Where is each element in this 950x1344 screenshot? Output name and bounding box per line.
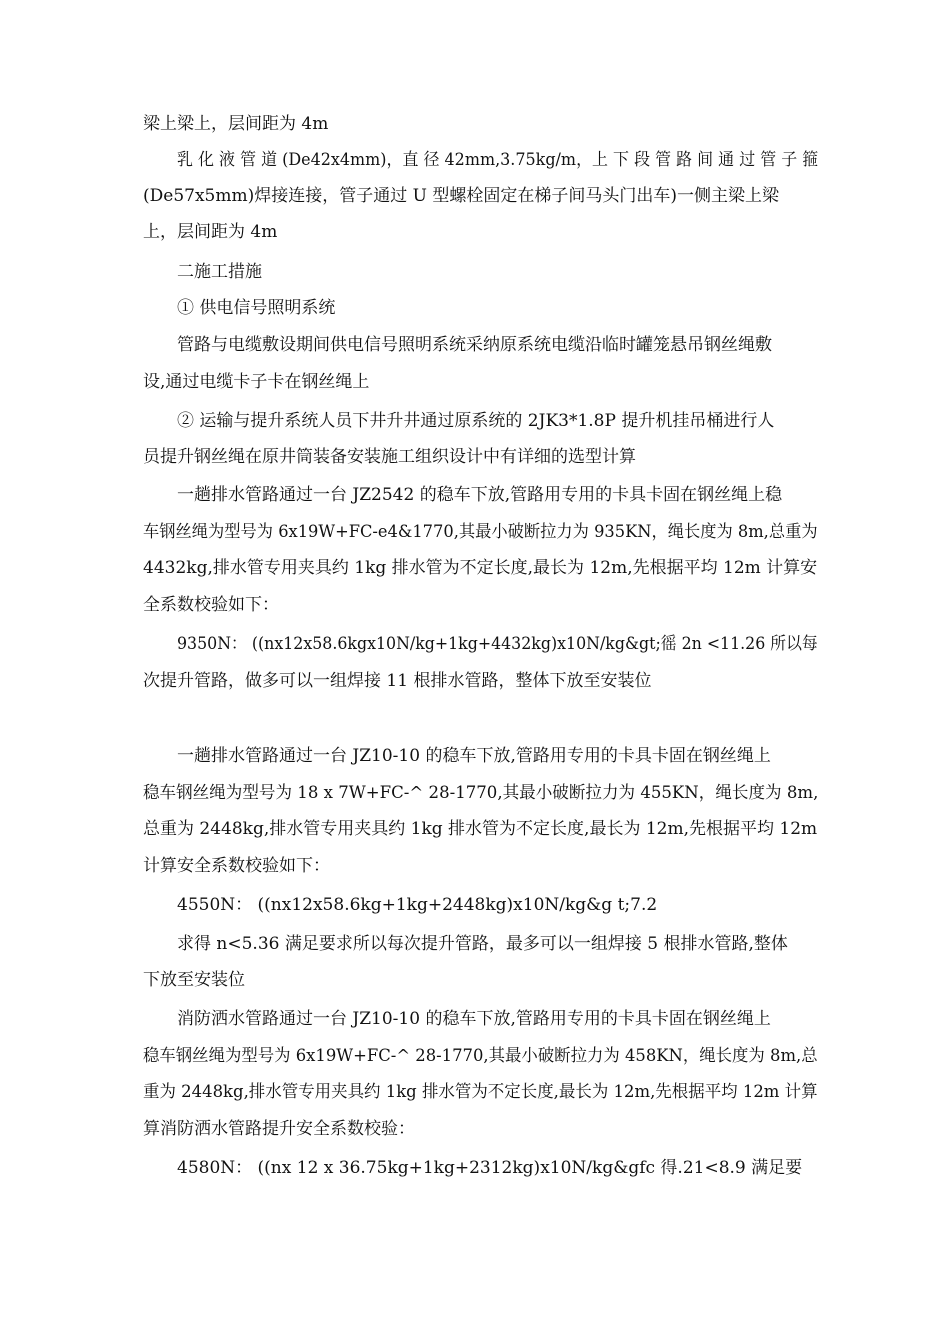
subsection-heading: ② 运输与提升系统人员下井升井通过原系统的 2JK3*1.8P 提升机挂吊桶进行人 [177, 411, 775, 431]
text-line: 算消防洒水管路提升安全系数校验： [143, 1119, 415, 1139]
text-line: 车钢丝绳为型号为 6x19W+FC-e4&1770,其最小破断拉力为 935KN，绳长度为 8m,总重为 [143, 522, 818, 542]
formula-line: 4550N： ((nx12x58.6kg+1kg+2448kg)x10N/kg&g t;7.2 [177, 895, 658, 915]
text-line: 梁上梁上，层间距为 4m [143, 114, 329, 134]
text-line: 全系数校验如下： [143, 595, 279, 615]
text-line: 总重为 2448kg,排水管专用夹具约 1kg 排水管为不定长度,最长为 12m,先根据平均 12m [143, 819, 818, 839]
text-line: 一趟排水管路通过一台 JZ10-10 的稳车下放,管路用专用的卡具卡固在钢丝绳上 [177, 746, 771, 766]
formula-line: 4580N： ((nx 12 x 36.75kg+1kg+2312kg)x10N/kg&gfc 得.21<8.9 满足要 [177, 1158, 803, 1178]
text-line: 管路与电缆敷设期间供电信号照明系统采纳原系统电缆沿临时罐笼悬吊钢丝绳敷 [177, 335, 772, 355]
text-line: 下放至安装位 [143, 970, 245, 990]
text-line: 4432kg,排水管专用夹具约 1kg 排水管为不定长度,最长为 12m,先根据平均 12m 计算安 [143, 558, 818, 578]
text-line: 一趟排水管路通过一台 JZ2542 的稳车下放,管路用专用的卡具卡固在钢丝绳上稳 [177, 485, 783, 505]
text-line: 重为 2448kg,排水管专用夹具约 1kg 排水管为不定长度,最长为 12m,先根据平均 12m 计算 [143, 1082, 818, 1102]
text-line: 次提升管路，做多可以一组焊接 11 根排水管路，整体下放至安装位 [143, 671, 652, 691]
text-line: 稳车钢丝绳为型号为 18 x 7W+FC-^ 28-1770,其最小破断拉力为 455KN，绳长度为 8m, [143, 783, 819, 803]
formula-line: 9350N： ((nx12x58.6kgx10N/kg+1kg+4432kg)x10N/kg&gt;徭 2n <11.26 所以每 [177, 634, 818, 654]
text-line: 消防洒水管路通过一台 JZ10-10 的稳车下放,管路用专用的卡具卡固在钢丝绳上 [177, 1009, 771, 1029]
text-line: 上，层间距为 4m [143, 222, 278, 242]
text-line: 计算安全系数校验如下： [143, 856, 330, 876]
text-line: 稳车钢丝绳为型号为 6x19W+FC-^ 28-1770,其最小破断拉力为 458KN，绳长度为 8m,总 [143, 1046, 818, 1066]
text-line: 乳 化 液 管 道 (De42x4mm)，直 径 42mm,3.75kg/m，上 下 段 管 路 间 通 过 管 子 箍 [177, 150, 819, 170]
text-line: 设,通过电缆卡子卡在钢丝绳上 [143, 372, 370, 392]
text-line: (De57x5mm)焊接连接，管子通过 U 型螺栓固定在梯子间马头门出车)一侧主梁上梁 [143, 186, 779, 206]
text-line: 求得 n<5.36 满足要求所以每次提升管路，最多可以一组焊接 5 根排水管路,整体 [177, 934, 788, 954]
subsection-heading: ① 供电信号照明系统 [177, 298, 336, 318]
section-heading: 二施工措施 [177, 262, 262, 282]
text-line: 员提升钢丝绳在原井筒装备安装施工组织设计中有详细的选型计算 [143, 447, 636, 467]
